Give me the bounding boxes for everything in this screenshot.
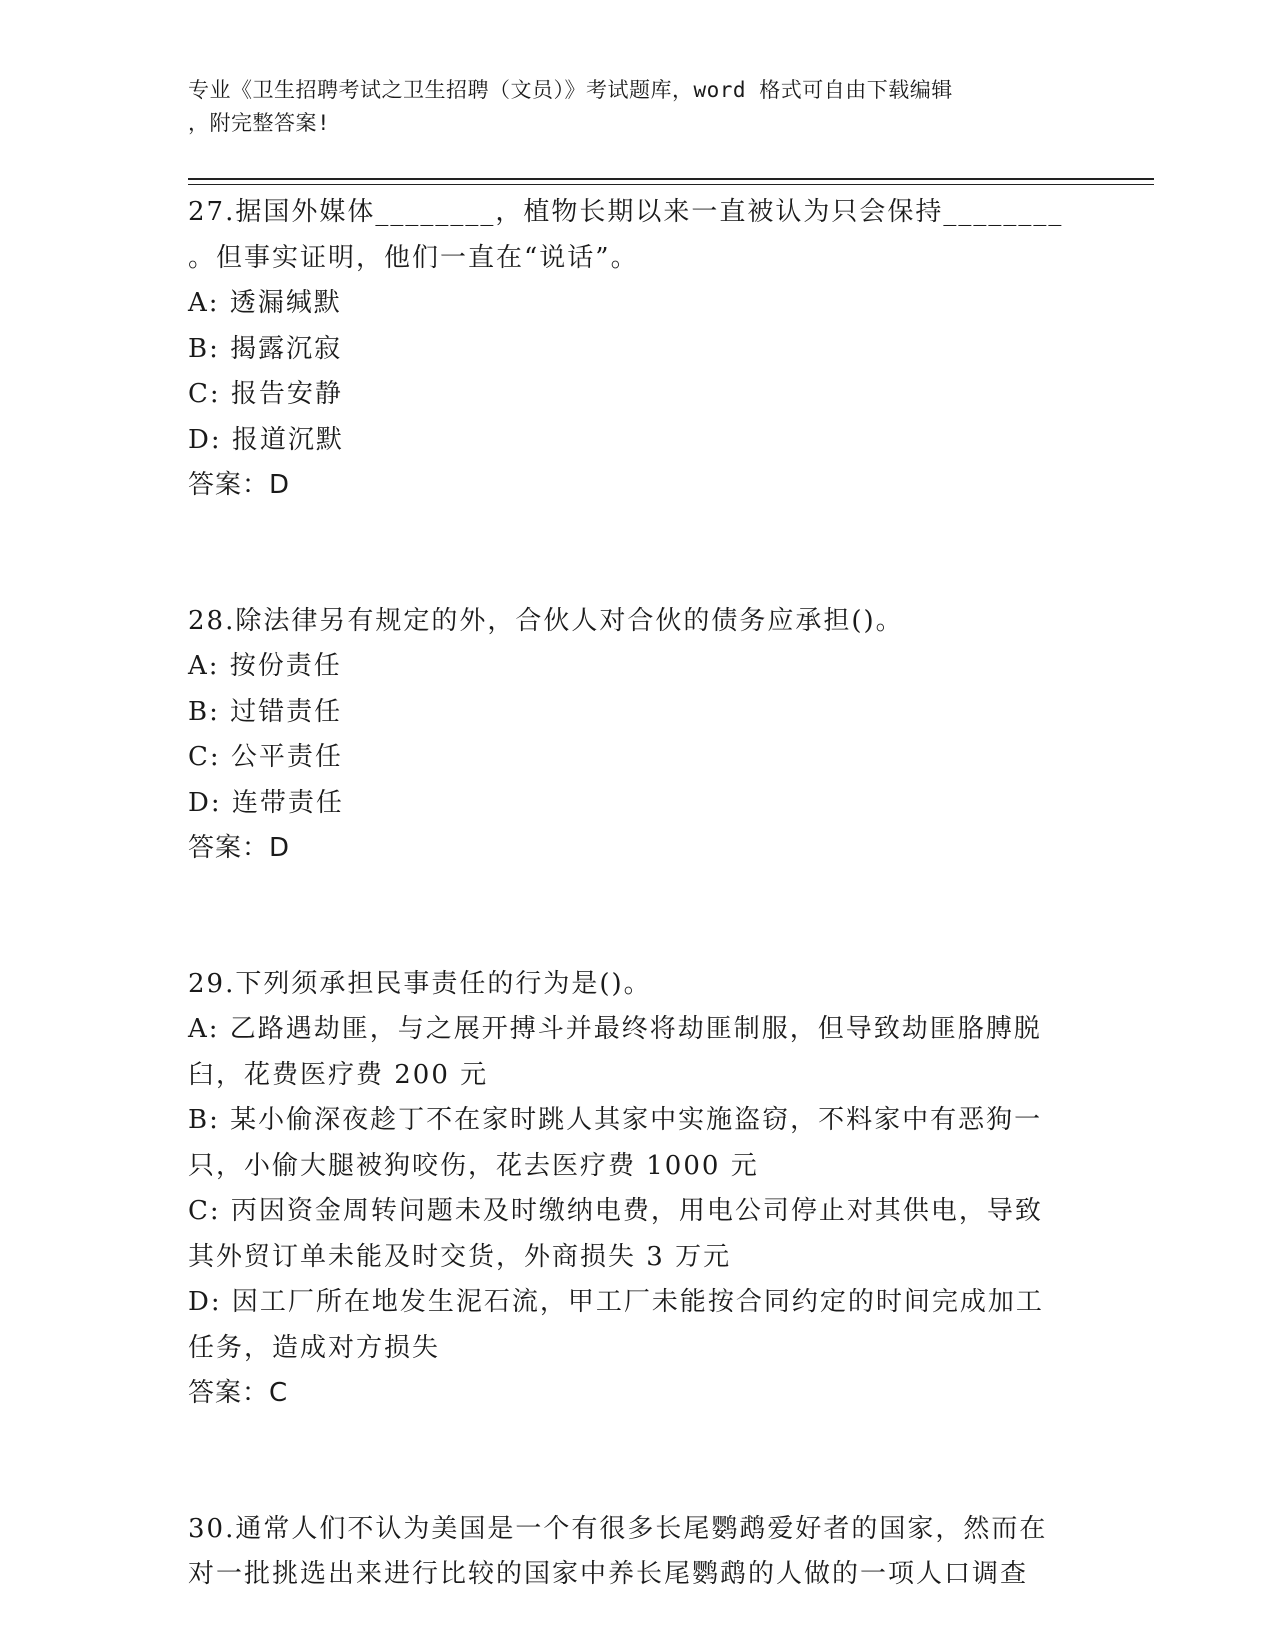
question-stem: 29.下列须承担民事责任的行为是()。 — [188, 968, 652, 999]
question-stem: 28.除法律另有规定的外，合伙人对合伙的债务应承担()。 — [188, 605, 904, 636]
option-c-continued: 其外贸订单未能及时交货，外商损失 3 万元 — [188, 1241, 732, 1272]
option-d: D: 连带责任 — [188, 787, 344, 818]
question-stem-continued: 。但事实证明，他们一直在“说话”。 — [188, 242, 639, 273]
spacer — [188, 1417, 1088, 1507]
header-line-2: ，附完整答案! — [188, 111, 331, 135]
header-divider-thick — [188, 178, 1154, 180]
answer: 答案：D — [188, 470, 291, 500]
question-stem-continued: 对一批挑选出来进行比较的国家中养长尾鹦鹉的人做的一项人口调查 — [188, 1559, 1029, 1589]
question-27 — [188, 190, 1088, 509]
question-stem: 30.通常人们不认为美国是一个有很多长尾鹦鹉爱好者的国家，然而在 — [188, 1513, 1048, 1544]
option-d: D: 因工厂所在地发生泥石流，甲工厂未能按合同约定的时间完成加工 — [188, 1287, 1044, 1317]
question-28 — [188, 599, 1088, 872]
option-a: A: 透漏缄默 — [188, 288, 342, 318]
question-list — [188, 190, 1088, 1598]
option-d: D: 报道沉默 — [188, 424, 344, 455]
option-c: C: 报告安静 — [188, 379, 343, 409]
option-b: B: 揭露沉寂 — [188, 333, 343, 364]
option-a-continued: 臼，花费医疗费 200 元 — [188, 1059, 489, 1090]
option-b: B: 某小偷深夜趁丁不在家时跳人其家中实施盗窃，不料家中有恶狗一 — [188, 1105, 1043, 1135]
header-divider-thin — [188, 184, 1154, 185]
option-c: C: 公平责任 — [188, 742, 343, 772]
answer: 答案：D — [188, 833, 291, 863]
option-b: B: 过错责任 — [188, 696, 343, 727]
option-a: A: 按份责任 — [188, 651, 342, 681]
question-30 — [188, 1507, 1088, 1598]
spacer — [188, 872, 1088, 962]
option-d-continued: 任务，造成对方损失 — [188, 1332, 441, 1363]
answer: 答案：C — [188, 1378, 289, 1408]
option-c: C: 丙因资金周转问题未及时缴纳电费，用电公司停止对其供电，导致 — [188, 1196, 1043, 1226]
document-header — [188, 74, 1068, 140]
header-line-1: 专业《卫生招聘考试之卫生招聘（文员）》考试题库，word 格式可自由下载编辑 — [188, 78, 953, 102]
option-b-continued: 只，小偷大腿被狗咬伤，花去医疗费 1000 元 — [188, 1150, 759, 1181]
spacer — [188, 509, 1088, 599]
question-stem: 27.据国外媒体________，植物长期以来一直被认为只会保持________ — [188, 197, 1064, 227]
question-29 — [188, 962, 1088, 1417]
option-a: A: 乙路遇劫匪，与之展开搏斗并最终将劫匪制服，但导致劫匪胳膊脱 — [188, 1014, 1042, 1044]
